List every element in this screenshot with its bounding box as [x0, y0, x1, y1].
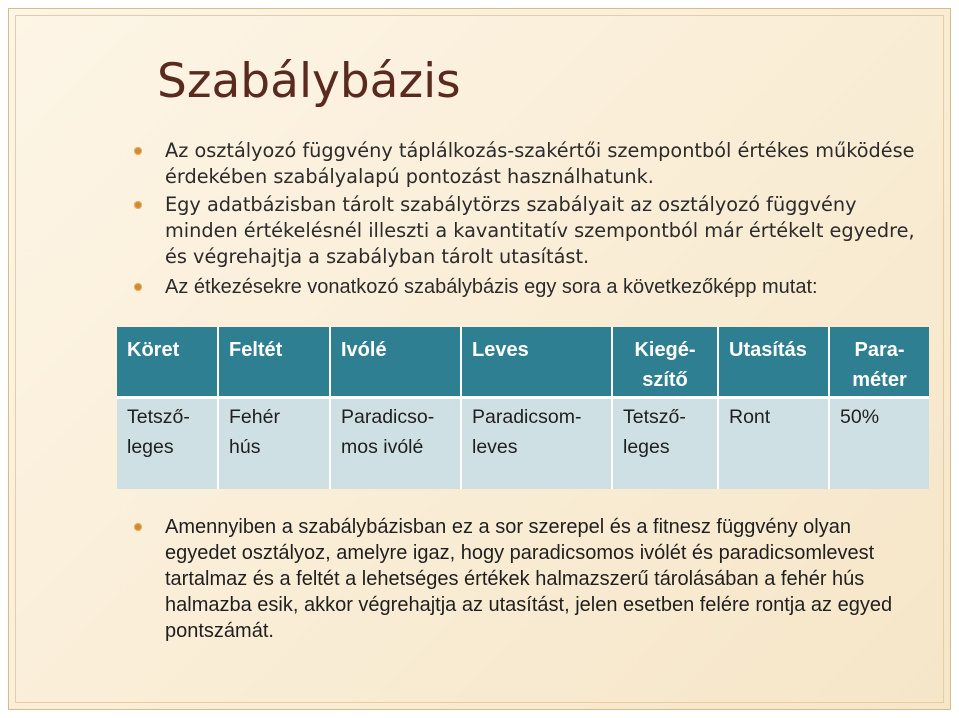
slide-title: Szabálybázis	[157, 54, 461, 109]
table-cell: Tetsző- leges	[612, 397, 718, 489]
table-cell: Ront	[718, 397, 829, 489]
bullet-dot-icon	[134, 523, 142, 531]
table-header-cell: Feltét	[218, 327, 330, 397]
bullet-item	[130, 192, 920, 270]
bullet-dot-icon	[134, 283, 142, 291]
bullet-text: Az étkezésekre vonatkozó szabálybázis egy sora a következőképp mutat:	[165, 276, 818, 298]
table-row	[117, 397, 929, 489]
table-cell: Tetsző- leges	[117, 397, 218, 489]
table-cell: Paradicso- mos ivólé	[330, 397, 461, 489]
bullet-text: Amennyiben a szabálybázisban ez a sor szerepel és a fitnesz függvény olyan egyedet osztályoz, amelyre igaz, hogy paradicsomos ivólét és paradicsomlevest tartalmaz és a feltét a lehetséges értékek halmazszerű tárolásában a fehér hús halmazba esik, akkor végrehajtja az utasítást, jelen esetben felére rontja az egyed pontszámát.	[165, 516, 893, 642]
table-cell: Paradicsom- leves	[461, 397, 612, 489]
bullet-item	[130, 138, 920, 190]
table-header-cell: Kiegé- szítő	[612, 327, 718, 397]
table-cell: Fehér hús	[218, 397, 330, 489]
table-cell: 50%	[829, 397, 929, 489]
bullet-item	[130, 274, 920, 300]
bullet-item	[130, 514, 920, 644]
bottom-bullet-list	[130, 514, 920, 644]
table-header-cell: Köret	[117, 327, 218, 397]
table-header-cell: Leves	[461, 327, 612, 397]
bullet-text: Egy adatbázisban tárolt szabálytörzs szabályait az osztályozó függvény minden értékelésnél illeszti a kavantitatív szempontból már értékelt egyedre, és végrehajtja a szabályban tárolt utasítást.	[165, 193, 915, 268]
rule-table	[117, 327, 929, 489]
table-header-row	[117, 327, 929, 397]
bullet-dot-icon	[134, 147, 142, 155]
table-header-cell: Utasítás	[718, 327, 829, 397]
table-header-cell: Para- méter	[829, 327, 929, 397]
table-header-cell: Ivólé	[330, 327, 461, 397]
bullet-list	[130, 138, 920, 302]
bullet-dot-icon	[134, 201, 142, 209]
bullet-text: Az osztályozó függvény táplálkozás-szakértői szempontból értékes működése érdekében szabályalapú pontozást használhatunk.	[165, 139, 915, 188]
